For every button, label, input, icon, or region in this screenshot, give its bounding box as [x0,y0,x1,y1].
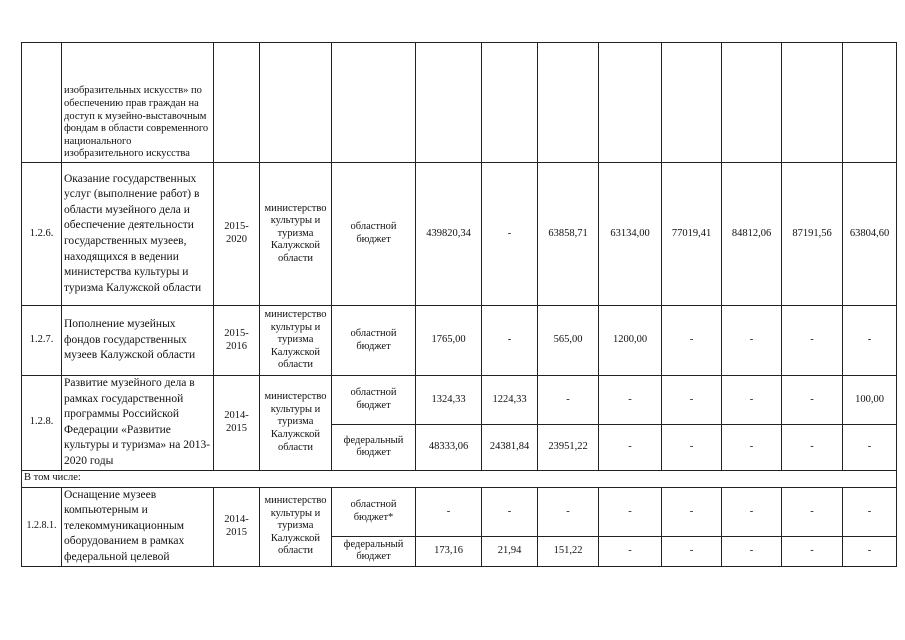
funding-source: областной бюджет [332,306,416,376]
value-2017: - [662,424,722,470]
period: 2015-2020 [214,163,260,306]
value-2015: 63858,71 [538,163,599,306]
value-2018: - [722,306,782,376]
funding-source: областной бюджет [332,376,416,425]
value-2014: - [482,487,538,537]
row-number: 1.2.6. [22,163,62,306]
value-2019: 87191,56 [782,163,843,306]
value-total: - [416,487,482,537]
funding-source: федеральный бюджет [332,424,416,470]
table-row [22,306,897,376]
table-row [22,43,897,163]
table-row [22,470,897,487]
value-2016: - [599,376,662,425]
table-row [22,487,897,537]
value-2017: - [662,306,722,376]
row-number: 1.2.8.1. [22,487,62,566]
value-total: 1324,33 [416,376,482,425]
value-2014: - [482,163,538,306]
value-2016: 1200,00 [599,306,662,376]
table-row [22,376,897,425]
value-2015: 151,22 [538,537,599,566]
empty-cell [722,43,782,163]
value-2020: - [843,306,897,376]
value-2017: - [662,376,722,425]
value-2017: 77019,41 [662,163,722,306]
event-name: Оснащение музеев компьютерным и телекоммуникационным оборудованием в рамках федеральной целевой [62,487,214,566]
value-2019: - [782,487,843,537]
value-2018: 84812,06 [722,163,782,306]
executor: министерство культуры и туризма Калужской области [260,306,332,376]
executor: министерство культуры и туризма Калужской области [260,487,332,566]
value-2019: - [782,424,843,470]
table-row [22,163,897,306]
value-2019: - [782,376,843,425]
value-2020: 63804,60 [843,163,897,306]
funding-source: областной бюджет* [332,487,416,537]
executor: министерство культуры и туризма Калужской области [260,163,332,306]
value-2019: - [782,306,843,376]
empty-cell [662,43,722,163]
value-2019: - [782,537,843,566]
event-name: изобразительных искусств» по обеспечению прав граждан на доступ к музейно-выставочным фондам в области современного национального изобразительного искусства [62,43,214,163]
event-name: Развитие музейного дела в рамках государственной программы Российской Федерации «Развитие культуры и туризма» на 2013-2020 годы [62,376,214,471]
subheading: В том числе: [22,470,897,487]
funding-source: областной бюджет [332,163,416,306]
value-2016: - [599,487,662,537]
value-total: 173,16 [416,537,482,566]
value-2018: - [722,537,782,566]
value-2016: - [599,424,662,470]
value-2020: - [843,537,897,566]
empty-cell [214,43,260,163]
period: 2015-2016 [214,306,260,376]
empty-cell [538,43,599,163]
empty-cell [416,43,482,163]
row-number [22,43,62,163]
budget-table [21,42,897,567]
value-total: 48333,06 [416,424,482,470]
row-number: 1.2.8. [22,376,62,471]
empty-cell [843,43,897,163]
value-2015: - [538,376,599,425]
value-2015: 23951,22 [538,424,599,470]
value-2020: 100,00 [843,376,897,425]
row-number: 1.2.7. [22,306,62,376]
event-name: Пополнение музейных фондов государственных музеев Калужской области [62,306,214,376]
empty-cell [332,43,416,163]
value-2014: 21,94 [482,537,538,566]
value-2016: 63134,00 [599,163,662,306]
value-2015: - [538,487,599,537]
value-2018: - [722,376,782,425]
funding-source: федеральный бюджет [332,537,416,566]
period: 2014-2015 [214,487,260,566]
value-2014: 24381,84 [482,424,538,470]
event-name: Оказание государственных услуг (выполнение работ) в области музейного дела и обеспечение деятельности государственных музеев, находящихся в ведении министерства культуры и туризма Калужской области [62,163,214,306]
empty-cell [782,43,843,163]
value-2020: - [843,424,897,470]
value-2014: 1224,33 [482,376,538,425]
value-2014: - [482,306,538,376]
empty-cell [599,43,662,163]
executor: министерство культуры и туризма Калужской области [260,376,332,471]
value-total: 439820,34 [416,163,482,306]
value-total: 1765,00 [416,306,482,376]
value-2016: - [599,537,662,566]
value-2017: - [662,537,722,566]
empty-cell [482,43,538,163]
value-2017: - [662,487,722,537]
value-2018: - [722,424,782,470]
value-2015: 565,00 [538,306,599,376]
period: 2014-2015 [214,376,260,471]
value-2020: - [843,487,897,537]
empty-cell [260,43,332,163]
value-2018: - [722,487,782,537]
